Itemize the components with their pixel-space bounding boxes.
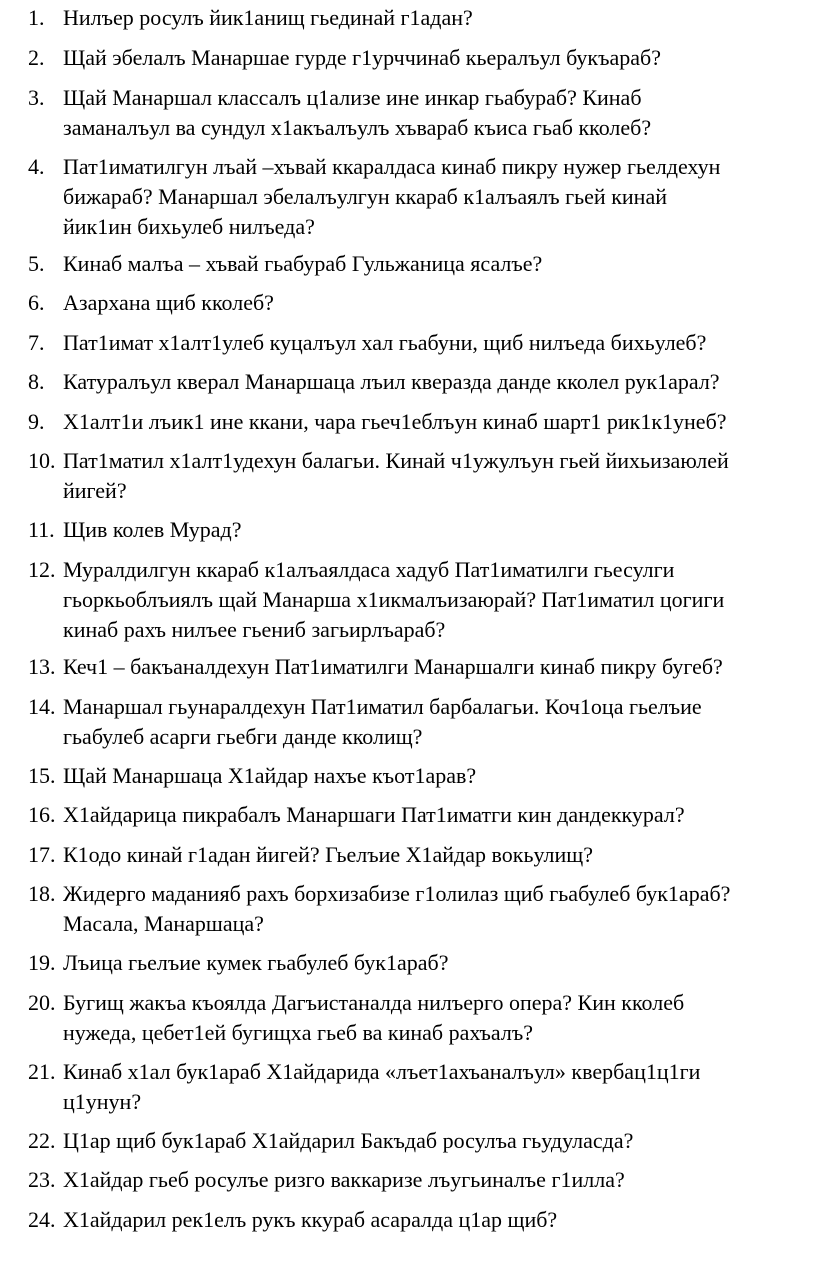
question-text: Манаршал гьунаралдехун Пат1иматил барбалагьи. Коч1оца гьелъие гьабулеб асарги гьебги данде кколищ?: [63, 694, 702, 749]
question-text: Лъица гьелъие кумек гьабулеб бук1араб?: [63, 950, 449, 975]
question-text: Пат1имат х1алт1улеб куцалъул хал гьабуни, щиб нилъеда бихьулеб?: [63, 330, 707, 355]
question-number: 3.: [28, 85, 45, 110]
question-text: Ц1ар щиб бук1араб Х1айдарил Бакъдаб росулъа гьудуласда?: [63, 1128, 634, 1153]
question-number: 5.: [28, 251, 45, 276]
question-number: 10.: [28, 448, 56, 473]
question-text: Жидерго маданияб рахъ борхизабизе г1олилаз щиб гьабулеб бук1араб? Масала, Манаршаца?: [63, 881, 731, 936]
question-number: 6.: [28, 290, 45, 315]
question-text: Кинаб малъа – хъвай гьабураб Гульжаница ясалъе?: [63, 251, 543, 276]
question-number: 1.: [28, 5, 45, 30]
question-text: Х1айдар гьеб росулъе ризго ваккаризе лъугьиналъе г1илла?: [63, 1167, 625, 1192]
question-number: 7.: [28, 330, 45, 355]
question-text: Щай эбелалъ Манаршае гурде г1урччинаб кьералъул букъараб?: [63, 45, 661, 70]
question-number: 9.: [28, 409, 45, 434]
question-number: 22.: [28, 1128, 56, 1153]
question-text: Кинаб х1ал бук1араб Х1айдарида «лъет1ахъаналъул» квербац1ц1ги ц1унун?: [63, 1059, 701, 1114]
question-number: 15.: [28, 763, 56, 788]
question-number: 23.: [28, 1167, 56, 1192]
question-number: 11.: [28, 517, 55, 542]
question-number: 13.: [28, 654, 56, 679]
question-number: 14.: [28, 694, 56, 719]
question-number: 16.: [28, 802, 56, 827]
question-text: Х1алт1и лъик1 ине ккани, чара гьеч1еблъун кинаб шарт1 рик1к1унеб?: [63, 409, 727, 434]
question-text: Пат1иматилгун лъай –хъвай ккаралдаса кинаб пикру нужер гьелдехун бижараб? Манаршал эбелалъулгун ккараб к1алъаялъ гьей кинай йик1ин бихьулеб нилъеда?: [63, 154, 721, 239]
question-text: Щив колев Мурад?: [63, 517, 242, 542]
question-number: 4.: [28, 154, 45, 179]
question-number: 18.: [28, 881, 56, 906]
question-text: Пат1матил х1алт1удехун балагьи. Кинай ч1ужулъун гьей йихьизаюлей йигей?: [63, 448, 729, 503]
question-number: 21.: [28, 1059, 56, 1084]
question-number: 2.: [28, 45, 45, 70]
question-text: Катуралъул кверал Манаршаца лъил кверазда данде кколел рук1арал?: [63, 369, 720, 394]
question-text: Азархана щиб ккол‌еб?: [63, 290, 274, 315]
question-text: Щай Манаршаца Х1айдар нахъе къот1арав?: [63, 763, 477, 788]
question-number: 12.: [28, 557, 56, 582]
question-text: Кеч1 – бакъаналдехун Пат1иматилги Манаршалги кинаб пикру бугеб?: [63, 654, 723, 679]
question-text: Нилъер росулъ йик1анищ гьединай г1адан?: [63, 5, 473, 30]
question-text: Х1айдарил рек1елъ рукъ ккураб асаралда ц1ар щиб?: [63, 1207, 558, 1232]
question-text: Х1айдарица пикрабалъ Манаршаги Пат1иматги кин дандеккурал?: [63, 802, 685, 827]
question-number: 20.: [28, 990, 56, 1015]
question-text: К1одо кинай г1адан йигей? Гьелъие Х1айдар вокьулищ?: [63, 842, 593, 867]
question-text: Щай Манаршал классалъ ц1ализе ине инкар гьабураб? Кинаб заманалъул ва сундул х1акъалъулъ хъвараб къиса гьаб кколеб?: [63, 85, 652, 140]
question-number: 24.: [28, 1207, 56, 1232]
question-number: 17.: [28, 842, 56, 867]
question-text: Бугищ жакъа къоялда Дагъистаналда нилъерго опера? Кин кколеб нужеда, цебет1ей бугищхa гьеб ва кинаб рахъалъ?: [63, 990, 685, 1045]
question-text: Муралдилгун ккараб к1алъаялдаса хадуб Пат1иматилги гьесулги гьоркьоблъиялъ щай Манарша х1икмалъизаюрай? Пат1иматил цогиги кинаб рахъ нилъее гьениб загьирлъараб?: [63, 557, 725, 642]
question-number: 19.: [28, 950, 56, 975]
question-number: 8.: [28, 369, 45, 394]
